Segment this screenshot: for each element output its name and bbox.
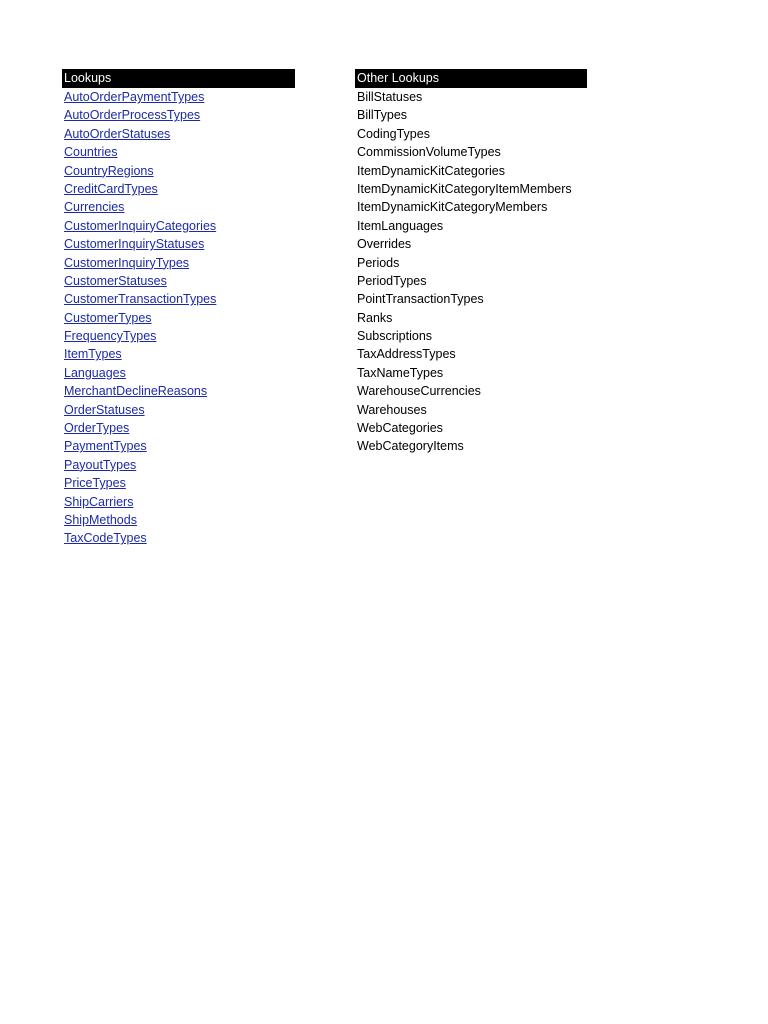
other-lookup-label: BillStatuses (357, 90, 423, 104)
lookup-link-item (62, 345, 295, 363)
lookup-link-item (62, 88, 295, 106)
other-lookup-label: CommissionVolumeTypes (357, 145, 501, 160)
lookups-column (62, 69, 295, 548)
lookup-link-item (62, 180, 295, 198)
lookup-link[interactable]: ShipMethods (64, 512, 137, 527)
other-lookup-item (355, 88, 587, 106)
other-lookup-item (355, 125, 587, 143)
lookup-link-item (62, 437, 295, 455)
other-lookups-list (355, 88, 587, 456)
other-lookups-column (355, 69, 587, 456)
lookup-link-item (62, 529, 295, 547)
other-lookup-item (355, 401, 587, 419)
lookup-link[interactable]: TaxCodeTypes (64, 531, 147, 546)
lookup-link-item (62, 125, 295, 143)
other-lookup-item (355, 198, 587, 216)
lookup-link-item (62, 217, 295, 235)
lookup-link-item (62, 456, 295, 474)
other-lookup-item (355, 290, 587, 308)
lookup-link[interactable]: PaymentTypes (64, 439, 147, 454)
lookup-link[interactable]: CustomerTransactionTypes (64, 292, 217, 307)
lookup-link-item (62, 364, 295, 382)
lookup-link[interactable]: ShipCarriers (64, 494, 134, 509)
lookup-link[interactable]: CustomerStatuses (64, 273, 167, 288)
lookups-header: Lookups (62, 69, 295, 88)
other-lookup-label: TaxAddressTypes (357, 347, 456, 362)
other-lookup-label: WebCategories (357, 421, 443, 436)
other-lookup-item (355, 309, 587, 327)
lookup-link[interactable]: OrderTypes (64, 421, 130, 436)
lookup-link[interactable]: Languages (64, 365, 126, 380)
other-lookup-label: TaxNameTypes (357, 365, 444, 380)
lookup-link[interactable]: Countries (64, 145, 118, 160)
lookup-link[interactable]: Currencies (64, 200, 125, 215)
other-lookup-item (355, 327, 587, 345)
lookup-link[interactable]: PayoutTypes (64, 457, 137, 472)
other-lookup-item (355, 437, 587, 455)
lookup-link-item (62, 327, 295, 345)
lookup-link-item (62, 474, 295, 492)
other-lookup-label: Warehouses (357, 402, 427, 417)
other-lookup-label: PeriodTypes (357, 273, 427, 288)
other-lookup-item (355, 254, 587, 272)
other-lookup-label: ItemLanguages (357, 218, 444, 233)
lookup-link-item (62, 254, 295, 272)
other-lookup-item (355, 345, 587, 363)
lookup-link[interactable]: ItemTypes (64, 347, 122, 362)
other-lookup-label: Periods (357, 255, 400, 270)
other-lookup-label: Overrides (357, 237, 412, 252)
lookup-link-item (62, 143, 295, 161)
lookup-link[interactable]: FrequencyTypes (64, 329, 157, 344)
other-lookup-label: ItemDynamicKitCategories (357, 163, 505, 178)
lookup-link[interactable]: CreditCardTypes (64, 181, 158, 196)
other-lookup-label: WebCategoryItems (357, 439, 464, 454)
lookup-link-item (62, 309, 295, 327)
lookup-link-item (62, 401, 295, 419)
other-lookup-item (355, 106, 587, 124)
lookup-link[interactable]: CustomerInquiryStatuses (64, 237, 205, 252)
lookup-link[interactable]: CustomerInquiryTypes (64, 255, 190, 270)
lookup-link-item (62, 272, 295, 290)
lookup-link-item (62, 198, 295, 216)
other-lookup-label: CodingTypes (357, 126, 430, 141)
lookup-link-item (62, 511, 295, 529)
lookup-link[interactable]: CustomerTypes (64, 310, 152, 325)
other-lookup-label: ItemDynamicKitCategoryItemMembers (357, 181, 572, 196)
other-lookup-label: ItemDynamicKitCategoryMembers (357, 200, 548, 215)
lookup-link[interactable]: AutoOrderStatuses (64, 126, 171, 141)
lookup-link[interactable]: PriceTypes (64, 476, 126, 491)
other-lookup-item (355, 143, 587, 161)
other-lookup-item (355, 217, 587, 235)
other-lookup-label: Subscriptions (357, 329, 433, 344)
lookup-link-item (62, 235, 295, 253)
other-lookup-item (355, 235, 587, 253)
other-lookup-label: BillTypes (357, 108, 408, 123)
lookup-link[interactable]: AutoOrderProcessTypes (64, 108, 201, 123)
other-lookup-label: WarehouseCurrencies (357, 384, 481, 399)
other-lookup-label: Ranks (357, 310, 393, 325)
other-lookup-item (355, 382, 587, 400)
lookup-link-item (62, 493, 295, 511)
other-lookup-item (355, 419, 587, 437)
other-lookups-header: Other Lookups (355, 69, 587, 88)
other-lookup-item (355, 364, 587, 382)
lookup-link[interactable]: MerchantDeclineReasons (64, 384, 208, 399)
lookup-link-item (62, 162, 295, 180)
lookup-link-item (62, 419, 295, 437)
lookup-link[interactable]: AutoOrderPaymentTypes (64, 90, 205, 104)
lookups-list (62, 88, 295, 548)
other-lookup-item (355, 162, 587, 180)
other-lookup-item (355, 272, 587, 290)
lookup-link-item (62, 290, 295, 308)
lookup-link-item (62, 106, 295, 124)
lookup-link-item (62, 382, 295, 400)
other-lookup-item (355, 180, 587, 198)
lookup-link[interactable]: OrderStatuses (64, 402, 145, 417)
lookup-link[interactable]: CustomerInquiryCategories (64, 218, 217, 233)
other-lookup-label: PointTransactionTypes (357, 292, 484, 307)
lookup-link[interactable]: CountryRegions (64, 163, 154, 178)
